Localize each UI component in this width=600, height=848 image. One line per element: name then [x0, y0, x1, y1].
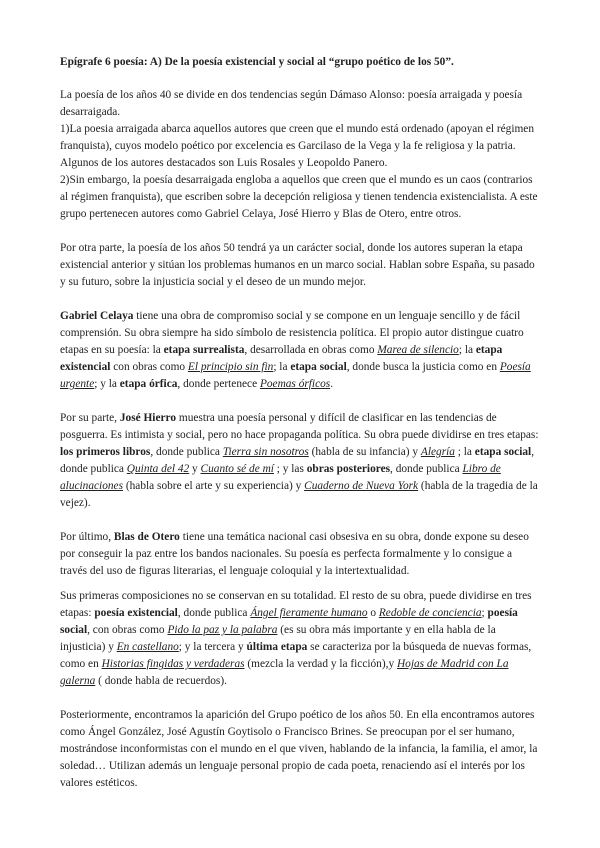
stage-label: etapa social	[290, 361, 347, 373]
work-title: En castellano	[116, 641, 179, 653]
work-title: Alegría	[420, 446, 455, 458]
grupo-50-paragraph: Posteriormente, encontramos la aparición del Grupo poético de los años 50. En ella encontramos autores como Ángel González, José Agustín Goytisolo o Francisco Brines. Se preocupan por el ser humano, mostrándose inconformistas con el mundo en el que viven, hablando de la infancia, la familia, el amor, la soledad… Utilizan además un lenguaje personal propio de cada poeta, renaciendo así el interés por los valores estéticos.	[60, 709, 538, 789]
stage-label: etapa órfica	[119, 378, 178, 390]
arraigada-item: 1)La poesia arraigada abarca aquellos autores que creen que el mundo está ordenado (apoyan el régimen franquista), cuyos modelo poético por excelencia es Garcilaso de la Vega y la fe religiosa y la patria. Algunos de los autores destacados son Luis Rosales y Leopoldo Panero.	[60, 123, 535, 169]
work-title: Cuanto sé de mí	[200, 463, 274, 475]
desarraigada-item: 2)Sin embargo, la poesía desarraigada engloba a aquellos que creen que el mundo es un caos (contrarios al régimen franquista), que escriben sobre la decepción religiosa y tienen tendencia existencialista. A este grupo pertenecen autores como Gabriel Celaya, José Hierro y Blas de Otero, entre otros.	[60, 174, 538, 220]
work-title: Ángel fieramente humano	[250, 607, 368, 619]
work-title: Quinta del 42	[126, 463, 190, 475]
stage-label: última etapa	[246, 641, 308, 653]
intro-paragraph: La poesía de los años 40 se divide en dos tendencias según Dámaso Alonso: poesía arraigada y poesía desarraigada.	[60, 89, 523, 118]
stage-label: poesía existencial	[94, 607, 178, 619]
poesia-50-paragraph: Por otra parte, la poesía de los años 50 tendrá ya un carácter social, donde los autores superan la etapa existencial anterior y sitúan los problemas humanos en un marco social. Hablan sobre España, su pasado y su futuro, sobre la injusticia social y el deseo de un mundo mejor.	[60, 242, 535, 288]
work-title: Libro de alucinaciones	[60, 463, 501, 492]
page-title: Epígrafe 6 poesía: A) De la poesía existencial y social al “grupo poético de los 50”.	[60, 56, 454, 68]
work-title: Poemas órficos	[259, 378, 331, 390]
work-title: Redoble de conciencia	[378, 607, 482, 619]
otero-paragraph: Por último, Blas de Otero tiene una temática nacional casi obsesiva en su obra, donde expone su deseo por conseguir la paz entre los bandos nacionales. Su poesía es perfecta formalmente y lo consigue a través del uso de figuras literarias, el lenguaje coloquial y la intertextualidad.	[60, 531, 529, 577]
otero-stages-paragraph: Sus primeras composiciones no se conservan en su totalidad. El resto de su obra, puede dividirse en tres etapas: poesía existencial, donde publica Ángel fieramente humano o Redoble de conciencia; poesía social, con obras como Pido la paz y la palabra (es su obra más importante y en ella habla de la injusticia) y En castellano; y la tercera y última etapa se caracteriza por la búsqueda de nuevas formas, como en Historias fingidas y verdaderas (mezcla la verdad y la ficción),y Hojas de Madrid con La galerna ( donde habla de recuerdos).	[60, 590, 532, 687]
work-title: Hojas de Madrid con La galerna	[60, 658, 509, 687]
hierro-paragraph: Por su parte, José Hierro muestra una poesía personal y difícil de clasificar en las tendencias de posguerra. Es intimista y social, pero no hace propaganda política. Su obra puede dividirse en tres etapas: los primeros libros, donde publica Tierra sin nosotros (habla de su infancia) y Alegría ; la etapa social, donde publica Quinta del 42 y Cuanto sé de mí ; y las obras posteriores, donde publica Libro de alucinaciones (habla sobre el arte y su experiencia) y Cuaderno de Nueva York (habla de la tragedia de la vejez).	[60, 412, 539, 509]
stage-label: los primeros libros	[60, 446, 151, 458]
work-title: Tierra sin nosotros	[222, 446, 309, 458]
work-title: Pido la paz y la palabra	[167, 624, 278, 636]
work-title: Marea de silencio	[377, 344, 459, 356]
celaya-paragraph: Gabriel Celaya tiene una obra de compromiso social y se compone en un lenguaje sencillo y de fácil comprensión. Su obra siempre ha sido símbolo de resistencia política. El propio autor distingue cuatro etapas en su poesía: la etapa surrealista, desarrollada en obras como Marea de silencio; la etapa existencial con obras como El principio sin fin; la etapa social, donde busca la justicia como en Poesía urgente; y la etapa órfica, donde pertenece Poemas órficos.	[60, 310, 531, 390]
author-name: José Hierro	[119, 412, 177, 424]
work-title: Historias fingidas y verdaderas	[101, 658, 245, 670]
work-title: Cuaderno de Nueva York	[304, 480, 419, 492]
author-name: Gabriel Celaya	[60, 310, 134, 322]
stage-label: etapa existencial	[60, 344, 503, 373]
stage-label: etapa surrealista	[163, 344, 245, 356]
author-name: Blas de Otero	[113, 531, 180, 543]
stage-label: poesía social	[60, 607, 518, 636]
stage-label: etapa social	[474, 446, 532, 458]
work-title: El principio sin fin	[187, 361, 274, 373]
work-title: Poesía urgente	[60, 361, 531, 390]
stage-label: obras posteriores	[306, 463, 391, 475]
